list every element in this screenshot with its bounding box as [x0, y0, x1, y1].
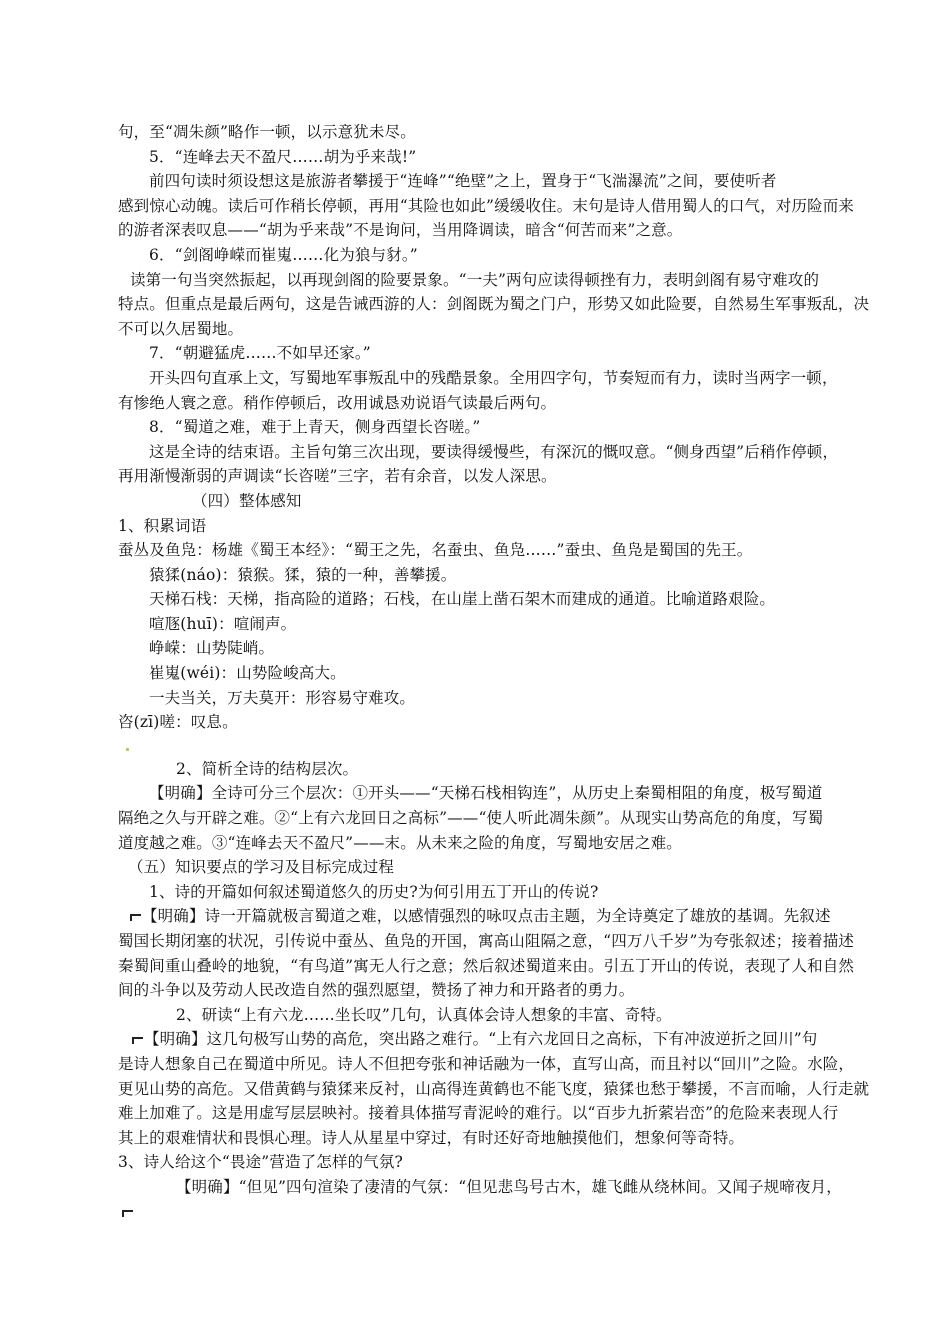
insert-mark-icon [130, 912, 142, 922]
text-line: 喧豗(huī)：喧闹声。 [149, 614, 297, 633]
text-line: 崔嵬(wéi)：山势险峻高大。 [149, 664, 346, 683]
subheading: 2、简析全诗的结构层次。 [176, 759, 359, 778]
text-line: 的游者深表叹息——“胡为乎来哉”不是询问，当用降调读，暗含“何苦而来”之意。 [118, 221, 683, 240]
text-line: 有惨绝人寰之意。稍作停顿后，改用诚恳劝说语气读最后两句。 [118, 393, 557, 412]
insert-mark-icon [132, 1035, 144, 1045]
text-line: 猿猱(náo)：猿猴。猱，猿的一种，善攀援。 [149, 565, 457, 584]
text-line: 更见山势的高危。又借黄鹤与猿猱来反衬，山高得连黄鹤也不能飞度，猿猱也愁于攀援，不言而喻，人行走就 [118, 1079, 870, 1098]
text-line: 【明确】这几句极写山势的高危，突出路之难行。“上有六龙回日之高标，下有冲波逆折之回川”句 [144, 1030, 818, 1049]
text-line-marked [118, 904, 878, 929]
text-line: 峥嵘：山势陡峭。 [149, 639, 275, 658]
text-line: 道度越之难。③“连峰去天不盈尺”——末。从未来之险的角度，写蜀地安居之难。 [118, 833, 682, 852]
text-line: 这是全诗的结束语。主旨句第三次出现，要读得缓慢些，有深沉的慨叹意。“侧身西望”后稍作停顿， [149, 442, 839, 461]
text-line: 一夫当关，万夫莫开：形容易守难攻。 [149, 688, 416, 707]
text-line: 难上加难了。这是用虚写层层映衬。接着具体描写青泥岭的难行。以“百步九折萦岩峦”的危险来表现人行 [118, 1104, 839, 1123]
text-line: 句，至“凋朱颜”略作一顿，以示意犹未尽。 [118, 123, 416, 141]
text-line: 是诗人想象自己在蜀道中所见。诗人不但把夸张和神话融为一体，直写山高，而且衬以“回川”之险。水险， [118, 1054, 855, 1073]
text-line: 【明确】诗一开篇就极言蜀道之难，以感情强烈的咏叹点击主题，为全诗奠定了雄放的基调。先叙述 [142, 907, 831, 926]
text-line: 蜀国长期闭塞的状况，引传说中蚕丛、鱼凫的开国，寓高山阻隔之意，“四万八千岁”为夸张叙述；接着描述 [118, 932, 855, 950]
text-line: 隔绝之久与开辟之难。②“上有六龙回日之高标”——“使人听此凋朱颜”。从现实山势高危的角度，写蜀 [118, 809, 824, 828]
text-line: 其上的艰难情状和畏惧心理。诗人从星星中穿过，有时还好奇地触摸他们，想象何等奇特。 [118, 1128, 745, 1147]
text-line: 再用渐慢渐弱的声调读“长咨嗟”三字，若有余音，以发人深思。 [118, 467, 557, 486]
subheading: 1、积累词语 [118, 516, 207, 535]
text-line: 6．“剑阁峥嵘而崔嵬……化为狼与豺。” [149, 245, 418, 264]
text-line: 特点。但重点是最后两句，这是告诫西游的人：剑阁既为蜀之门户，形势又如此险要，自然易生军事叛乱，决 [118, 295, 870, 314]
text-line: 蚕丛及鱼凫：杨雄《蜀王本经》：“蜀王之先，名蚕虫、鱼凫……”蚕虫、鱼凫是蜀国的先王。 [118, 541, 753, 560]
stray-mark [126, 748, 129, 751]
question-line: 1、诗的开篇如何叙述蜀道悠久的历史?为何引用五丁开山的传说? [149, 882, 599, 901]
text-line: 间的斗争以及劳动人民改造自然的强烈愿望，赞扬了神力和开路者的勇力。 [118, 981, 635, 1000]
text-line: 8．“蜀道之难，难于上青天，侧身西望长咨嗟。” [149, 418, 481, 437]
document-page [118, 120, 878, 1224]
text-line-marked [118, 1027, 878, 1052]
text-line: 读第一句当突然振起，以再现剑阁的险要景象。“一夫”两句应读得顿挫有力，表明剑阁有易守难攻的 [130, 270, 820, 289]
spacer [118, 735, 878, 757]
text-line: 不可以久居蜀地。 [118, 319, 244, 338]
text-line: 5．“连峰去天不盈尺……胡为乎来哉!” [149, 147, 417, 166]
text-line: 天梯石栈：天梯，指高险的道路；石栈，在山崖上凿石架木而建成的通道。比喻道路艰险。 [149, 590, 776, 609]
question-line: 2、研读“上有六龙……坐长叹”几句，认真体会诗人想象的丰富、奇特。 [176, 1005, 672, 1024]
section-heading: （五）知识要点的学习及目标完成过程 [128, 858, 395, 877]
text-line: 3、诗人给这个“畏途”营造了怎样的气氛? [118, 1153, 404, 1172]
text-line: 秦蜀间重山叠岭的地貌，“有鸟道”寓无人行之意；然后叙述蜀道来由。引五丁开山的传说，表现了人和自然 [118, 956, 855, 975]
text-line: 咨(zī)嗟：叹息。 [118, 713, 238, 732]
text-line: 前四句读时须设想这是旅游者攀援于“连峰”“绝壁”之上，置身于“飞湍瀑流”之间，要使听者 [149, 172, 777, 191]
question-line: 【明确】“但见”四句渲染了凄清的气氛：“但见悲鸟号古木，雄飞雌从绕林间。又闻子规啼夜月， [176, 1177, 842, 1196]
text-line: 7．“朝避猛虎……不如早还家。” [149, 344, 371, 363]
insert-mark-icon [122, 1208, 134, 1218]
text-line-marked [118, 1200, 878, 1225]
text-line: 感到惊心动魄。读后可作稍长停顿，再用“其险也如此”缓缓收住。末句是诗人借用蜀人的口气，对历险而来 [118, 196, 855, 215]
text-line: 【明确】全诗可分三个层次：①开头——“天梯石栈相钩连”，从历史上秦蜀相阻的角度，极写蜀道 [149, 784, 823, 803]
text-line: 开头四句直承上文，写蜀地军事叛乱中的残酷景象。全用四字句，节奏短而有力，读时当两字一顿， [149, 368, 838, 387]
section-heading: （四）整体感知 [192, 491, 302, 510]
